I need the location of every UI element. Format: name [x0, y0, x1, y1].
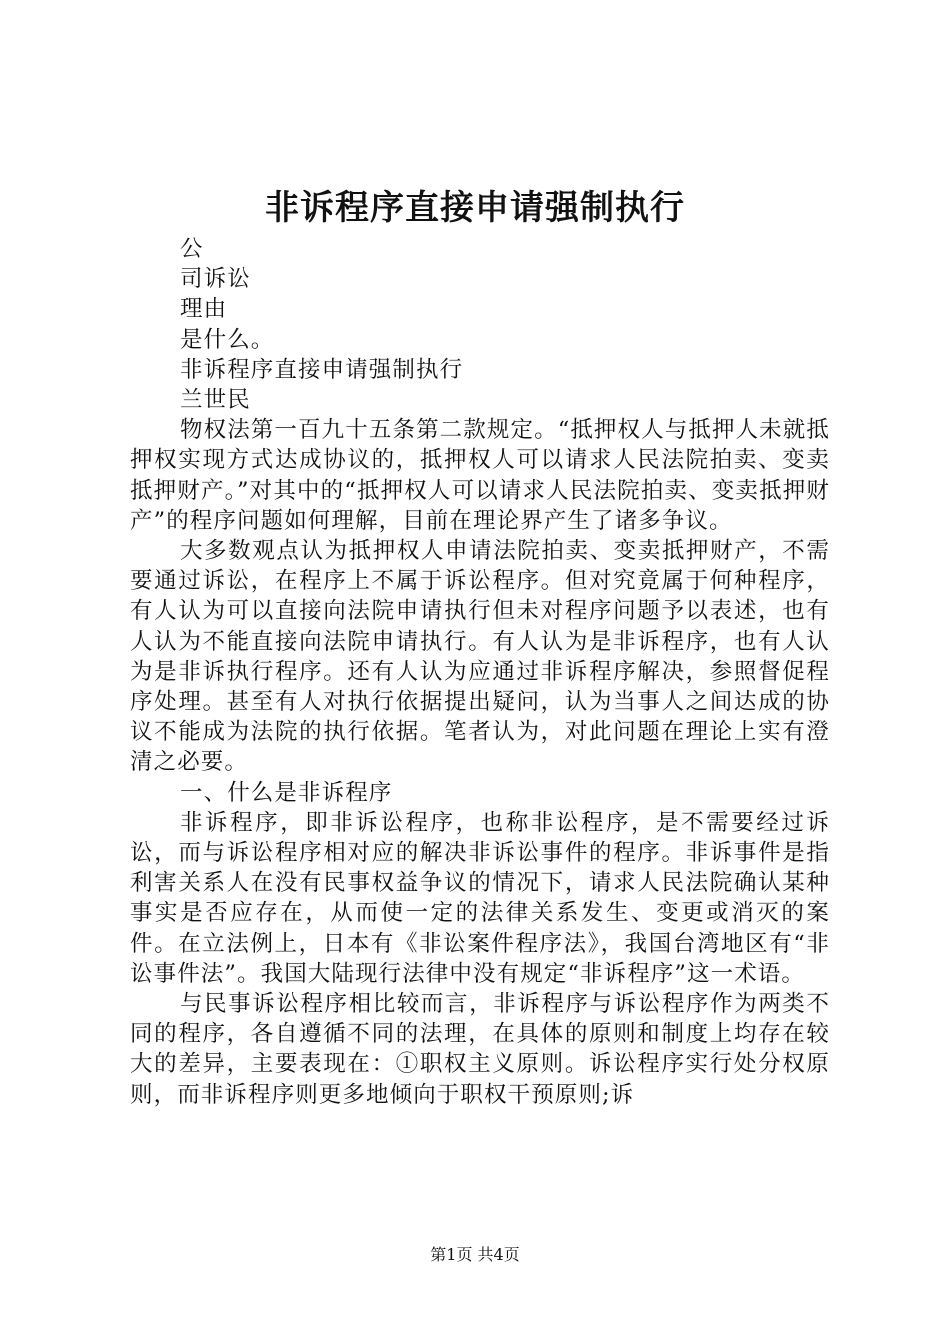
document-title: 非诉程序直接申请强制执行 [265, 188, 685, 228]
paragraph: 是什么。 [180, 326, 275, 353]
document-body [130, 234, 830, 1110]
paragraph: 大多数观点认为抵押权人申请法院拍卖、变卖抵押财产，不需要通过诉讼，在程序上不属于诉讼程序。但对究竟属于何种程序，有人认为可以直接向法院申请执行但未对程序问题予以表述，也有人认为不能直接向法院申请执行。有人认为是非诉程序，也有人认为是非诉执行程序。还有人认为应通过非诉程序解决，参照督促程序处理。甚至有人对执行依据提出疑问，认为当事人之间达成的协议不能成为法院的执行依据。笔者认为，对此问题在理论上实有澄清之必要。 [130, 538, 830, 776]
paragraph: 理由 [180, 296, 228, 323]
paragraph: 司诉讼 [180, 266, 251, 293]
author-name: 兰世民 [180, 387, 251, 414]
paragraph: 与民事诉讼程序相比较而言，非诉程序与诉讼程序作为两类不同的程序，各自遵循不同的法理，在具体的原则和制度上均存在较大的差异，主要表现在：①职权主义原则。诉讼程序实行处分权原则，而非诉程序则更多地倾向于职权干预原则;诉 [130, 991, 830, 1108]
paragraph: 非诉程序直接申请强制执行 [180, 356, 464, 383]
paragraph: 公 [180, 236, 204, 262]
paragraph: 物权法第一百九十五条第二款规定。“抵押权人与抵押人未就抵押权实现方式达成协议的，抵押权人可以请求人民法院拍卖、变卖抵押财产。”对其中的“抵押权人可以请求人民法院拍卖、变卖抵押财产”的程序问题如何理解，目前在理论界产生了诸多争议。 [130, 417, 830, 534]
section-heading: 一、什么是非诉程序 [180, 779, 393, 806]
page-number-footer: 第1页 共4页 [430, 1245, 520, 1264]
paragraph: 非诉程序，即非诉讼程序，也称非讼程序，是不需要经过诉讼，而与诉讼程序相对应的解决非诉讼事件的程序。非诉事件是指利害关系人在没有民事权益争议的情况下，请求人民法院确认某种事实是否应存在，从而使一定的法律关系发生、变更或消灭的案件。在立法例上，日本有《非讼案件程序法》，我国台湾地区有“非讼事件法”。我国大陆现行法律中没有规定“非诉程序”这一术语。 [130, 809, 830, 987]
